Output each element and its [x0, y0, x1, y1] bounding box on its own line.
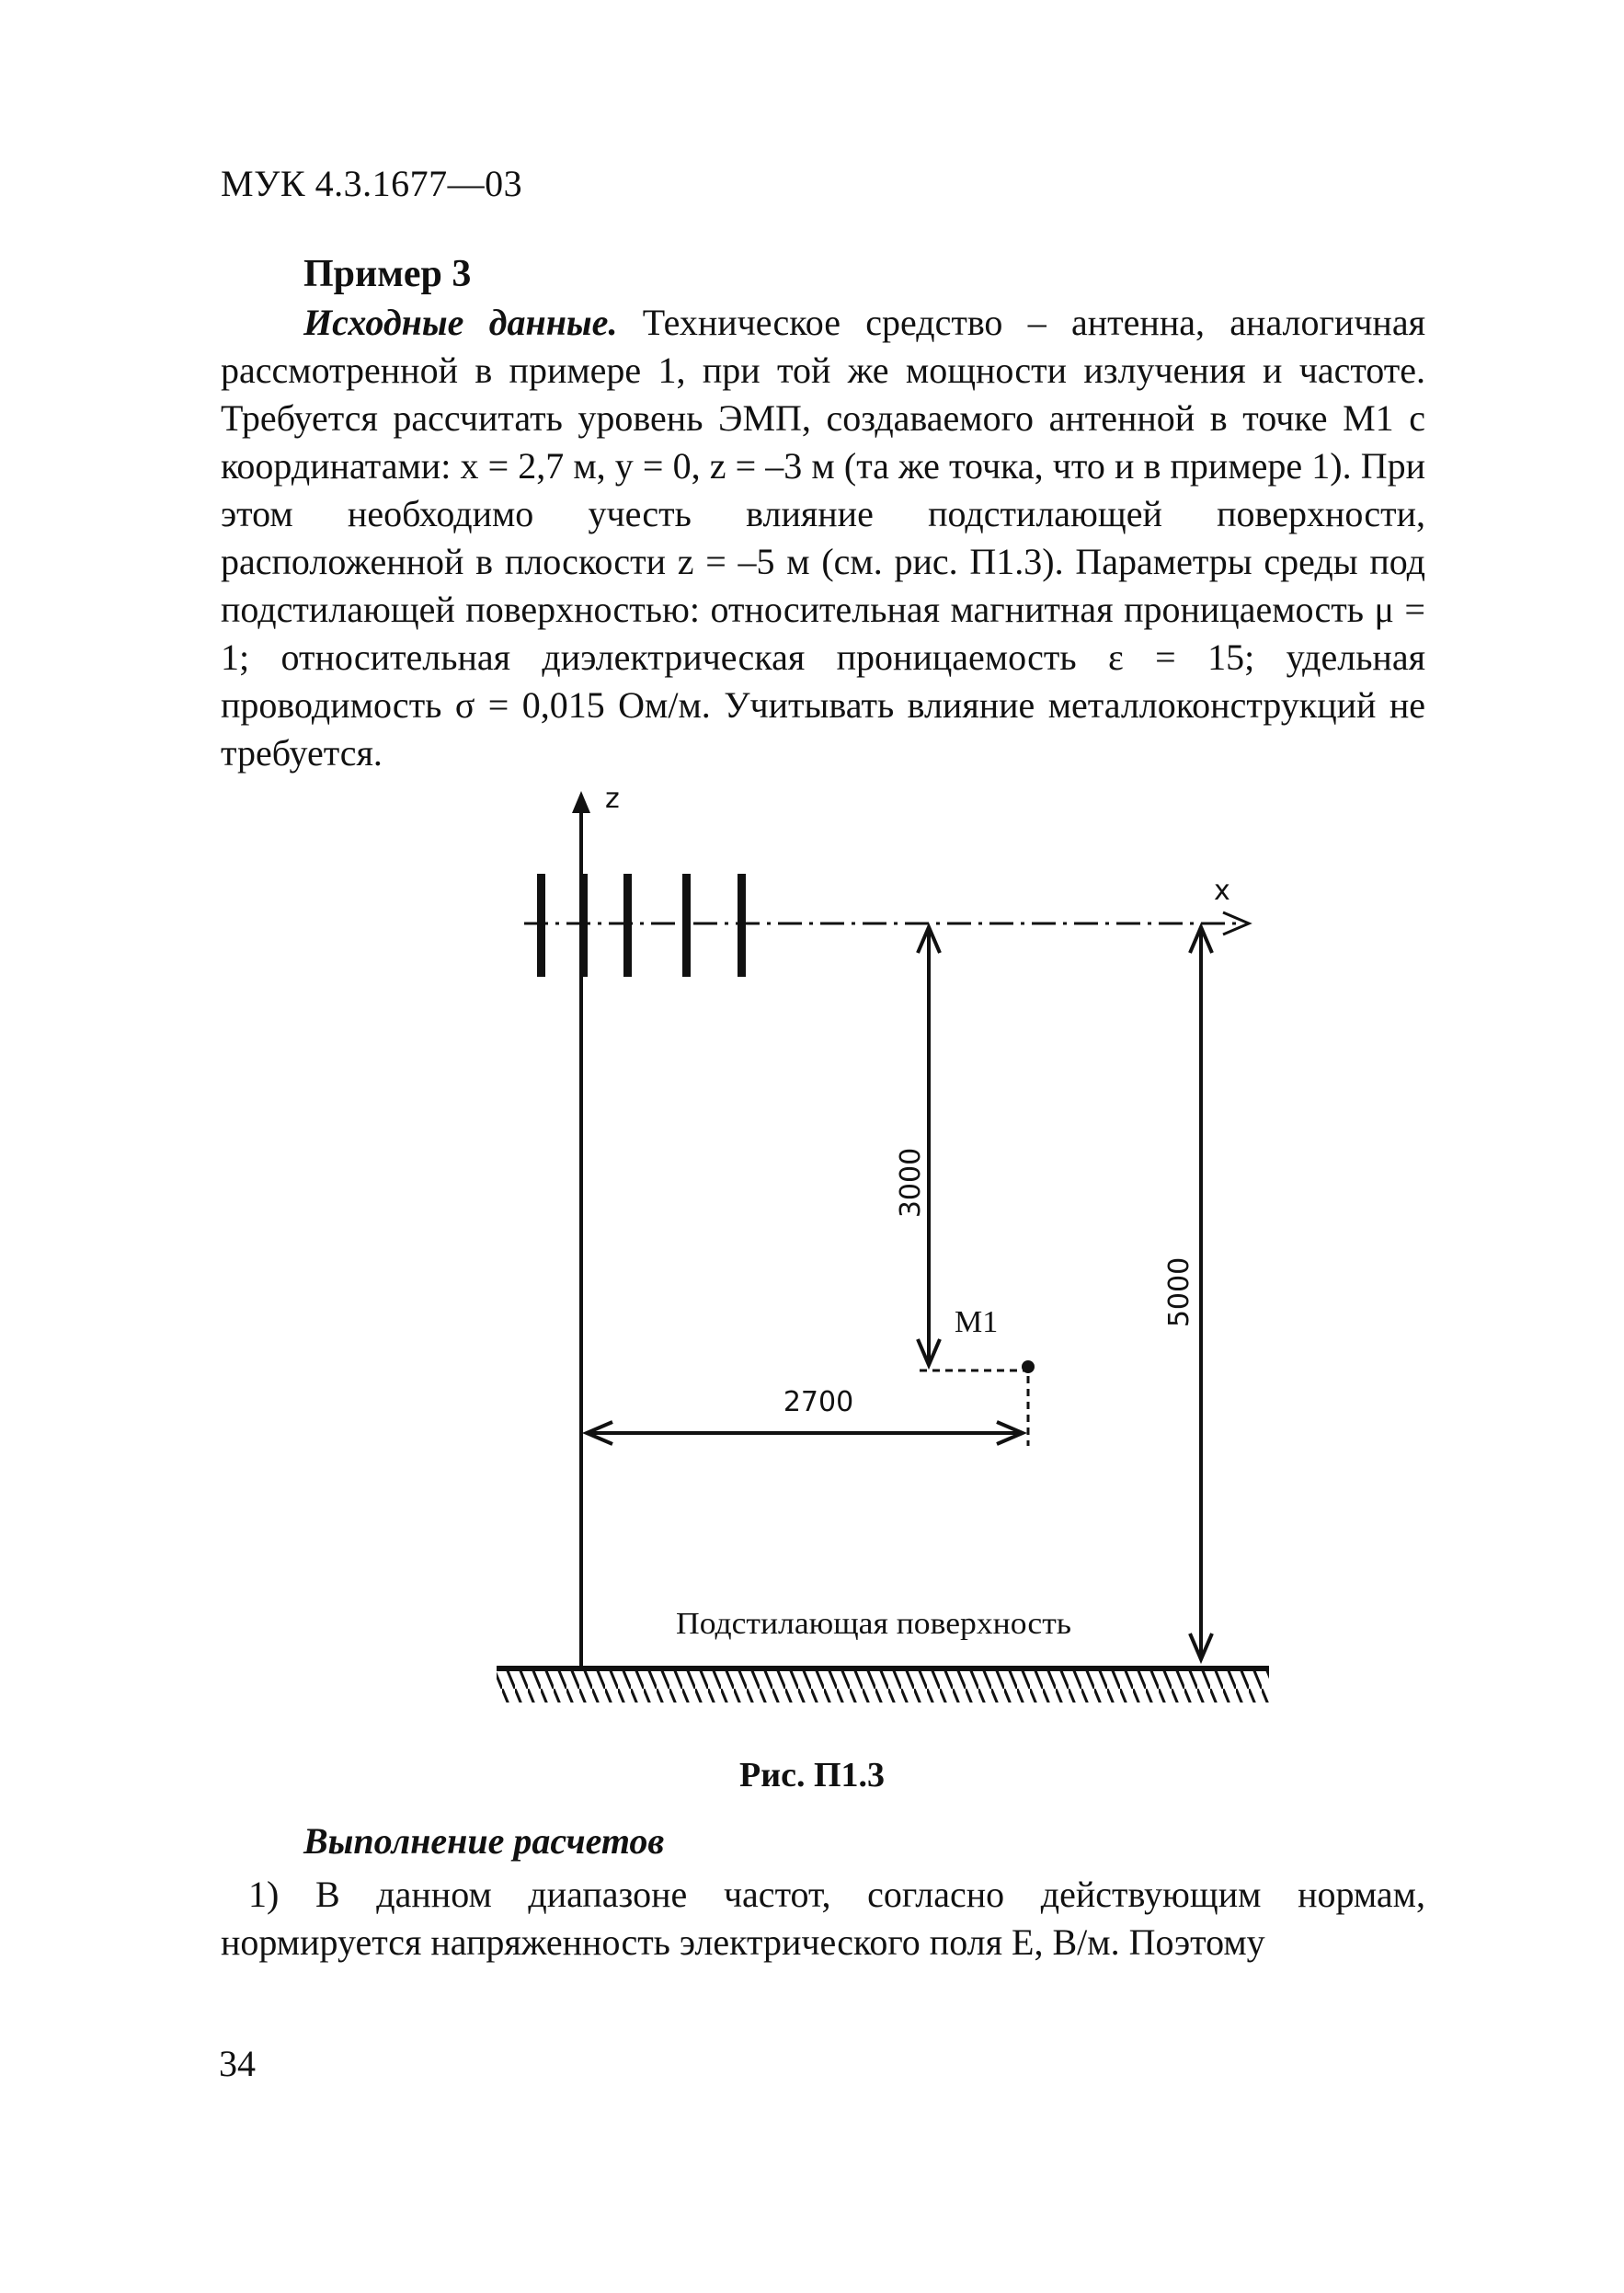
source-data-lead: Исходные данные.: [303, 302, 618, 343]
dimension-2700: [587, 1422, 1023, 1444]
antenna-elements: [537, 874, 746, 977]
page-number: 34: [219, 2043, 256, 2084]
x-axis: [524, 912, 1249, 934]
z-axis-label: z: [605, 783, 620, 815]
calculation-paragraph: 1) В данном диапазоне частот, согласно действующим нормам, нормируется напряженность электрического поля E, В/м. Поэтому: [221, 1874, 1425, 1963]
dimension-2700-label: 2700: [783, 1386, 854, 1418]
source-data-text: Техническое средство – антенна, аналогичная рассмотренной в примере 1, при той же мощности излучения и частоте. Требуется рассчитать уровень ЭМП, создаваемого антенной в точке М1 с координатами: x = 2,7 м, y = 0, z = –3 м (та же точка, что и в примере 1). При этом необходимо учесть влияние подстилающей поверхности, расположенной в плоскости z = –5 м (см. рис. П1.3). Параметры среды под подстилающей поверхностью: относительная магнитная проницаемость μ = 1; относительная диэлектрическая проницаемость ε = 15; удельная проводимость σ = 0,015 Ом/м. Учитывать влияние металлоконструкций не требуется.: [221, 302, 1425, 774]
dimension-3000: [918, 927, 940, 1365]
dimension-3000-label: 3000: [895, 1147, 927, 1219]
document-code: МУК 4.3.1677—03: [221, 163, 523, 204]
example-title: Пример 3: [303, 253, 472, 295]
dimension-5000-label: 5000: [1163, 1256, 1195, 1328]
x-axis-label: x: [1214, 875, 1230, 907]
ground-surface: [497, 1668, 1269, 1703]
point-m1-label: М1: [955, 1305, 999, 1339]
figure-caption: Рис. П1.3: [738, 1756, 886, 1794]
calculation-heading: Выполнение расчетов: [303, 1820, 665, 1862]
surface-label: Подстилающая поверхность: [676, 1607, 1071, 1641]
